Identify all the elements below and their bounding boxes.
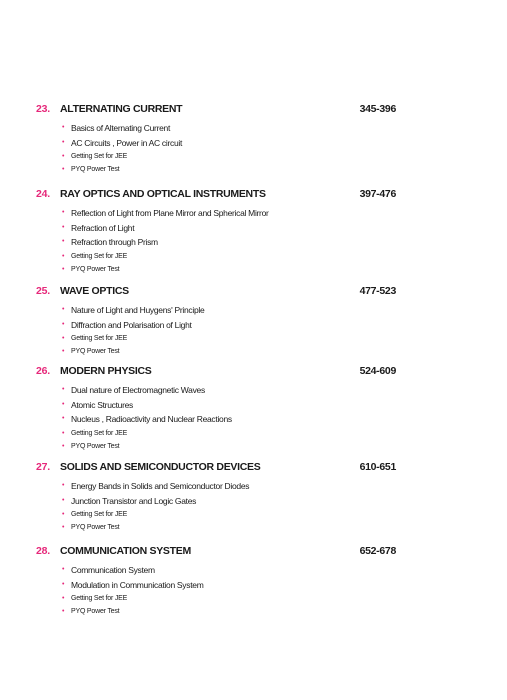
topic-item[interactable]: • Energy Bands in Solids and Semiconductor Diodes — [62, 479, 396, 494]
topic-item[interactable]: • Getting Set for JEE — [62, 508, 396, 521]
topic-list — [36, 479, 396, 534]
topic-item[interactable]: • Basics of Alternating Current — [62, 121, 396, 136]
chapter-number: 27. — [36, 461, 50, 473]
chapter-title: WAVE OPTICS — [60, 285, 129, 297]
chapter-number: 26. — [36, 365, 50, 377]
chapter-title: RAY OPTICS AND OPTICAL INSTRUMENTS — [60, 188, 266, 200]
chapter-page-range: 345-396 — [359, 103, 396, 115]
topic-list — [36, 383, 396, 453]
topic-item[interactable]: • PYQ Power Test — [62, 163, 396, 176]
topic-item[interactable]: • PYQ Power Test — [62, 440, 396, 453]
chapter-heading[interactable] — [36, 365, 396, 381]
topic-item[interactable]: • Junction Transistor and Logic Gates — [62, 494, 396, 509]
chapter-heading[interactable] — [36, 103, 396, 119]
topic-item[interactable]: • PYQ Power Test — [62, 605, 396, 618]
topic-list — [36, 121, 396, 176]
chapter-entry — [36, 103, 396, 176]
topic-item[interactable]: • Communication System — [62, 563, 396, 578]
topic-list — [36, 563, 396, 618]
topic-item[interactable]: • Getting Set for JEE — [62, 592, 396, 605]
chapter-entry — [36, 461, 396, 534]
topic-item[interactable]: • Getting Set for JEE — [62, 250, 396, 263]
chapter-title: MODERN PHYSICS — [60, 365, 152, 377]
chapter-title: COMMUNICATION SYSTEM — [60, 545, 191, 557]
chapter-page-range: 610-651 — [359, 461, 396, 473]
chapter-page-range: 477-523 — [359, 285, 396, 297]
topic-item[interactable]: • Refraction through Prism — [62, 235, 396, 250]
topic-item[interactable]: • PYQ Power Test — [62, 263, 396, 276]
chapter-entry — [36, 545, 396, 618]
chapter-heading[interactable] — [36, 461, 396, 477]
topic-item[interactable]: • Nucleus , Radioactivity and Nuclear Reactions — [62, 412, 396, 427]
topic-list — [36, 303, 396, 358]
topic-item[interactable]: • Getting Set for JEE — [62, 427, 396, 440]
topic-item[interactable]: • Getting Set for JEE — [62, 150, 396, 163]
chapter-entry — [36, 365, 396, 453]
topic-list — [36, 206, 396, 276]
chapter-page-range: 397-476 — [359, 188, 396, 200]
topic-item[interactable]: • Getting Set for JEE — [62, 332, 396, 345]
chapter-heading[interactable] — [36, 188, 396, 204]
chapter-title: SOLIDS AND SEMICONDUCTOR DEVICES — [60, 461, 261, 473]
topic-item[interactable]: • Diffraction and Polarisation of Light — [62, 318, 396, 333]
chapter-number: 24. — [36, 188, 50, 200]
topic-item[interactable]: • Nature of Light and Huygens' Principle — [62, 303, 396, 318]
chapter-page-range: 652-678 — [359, 545, 396, 557]
chapter-number: 25. — [36, 285, 50, 297]
chapter-heading[interactable] — [36, 545, 396, 561]
chapter-number: 23. — [36, 103, 50, 115]
chapter-title: ALTERNATING CURRENT — [60, 103, 183, 115]
topic-item[interactable]: • Reflection of Light from Plane Mirror and Spherical Mirror — [62, 206, 396, 221]
chapter-entry — [36, 188, 396, 276]
topic-item[interactable]: • Refraction of Light — [62, 221, 396, 236]
topic-item[interactable]: • Dual nature of Electromagnetic Waves — [62, 383, 396, 398]
topic-item[interactable]: • PYQ Power Test — [62, 521, 396, 534]
topic-item[interactable]: • AC Circuits , Power in AC circuit — [62, 136, 396, 151]
chapter-page-range: 524-609 — [359, 365, 396, 377]
chapter-entry — [36, 285, 396, 358]
chapter-number: 28. — [36, 545, 50, 557]
topic-item[interactable]: • PYQ Power Test — [62, 345, 396, 358]
topic-item[interactable]: • Modulation in Communication System — [62, 578, 396, 593]
chapter-heading[interactable] — [36, 285, 396, 301]
topic-item[interactable]: • Atomic Structures — [62, 398, 396, 413]
